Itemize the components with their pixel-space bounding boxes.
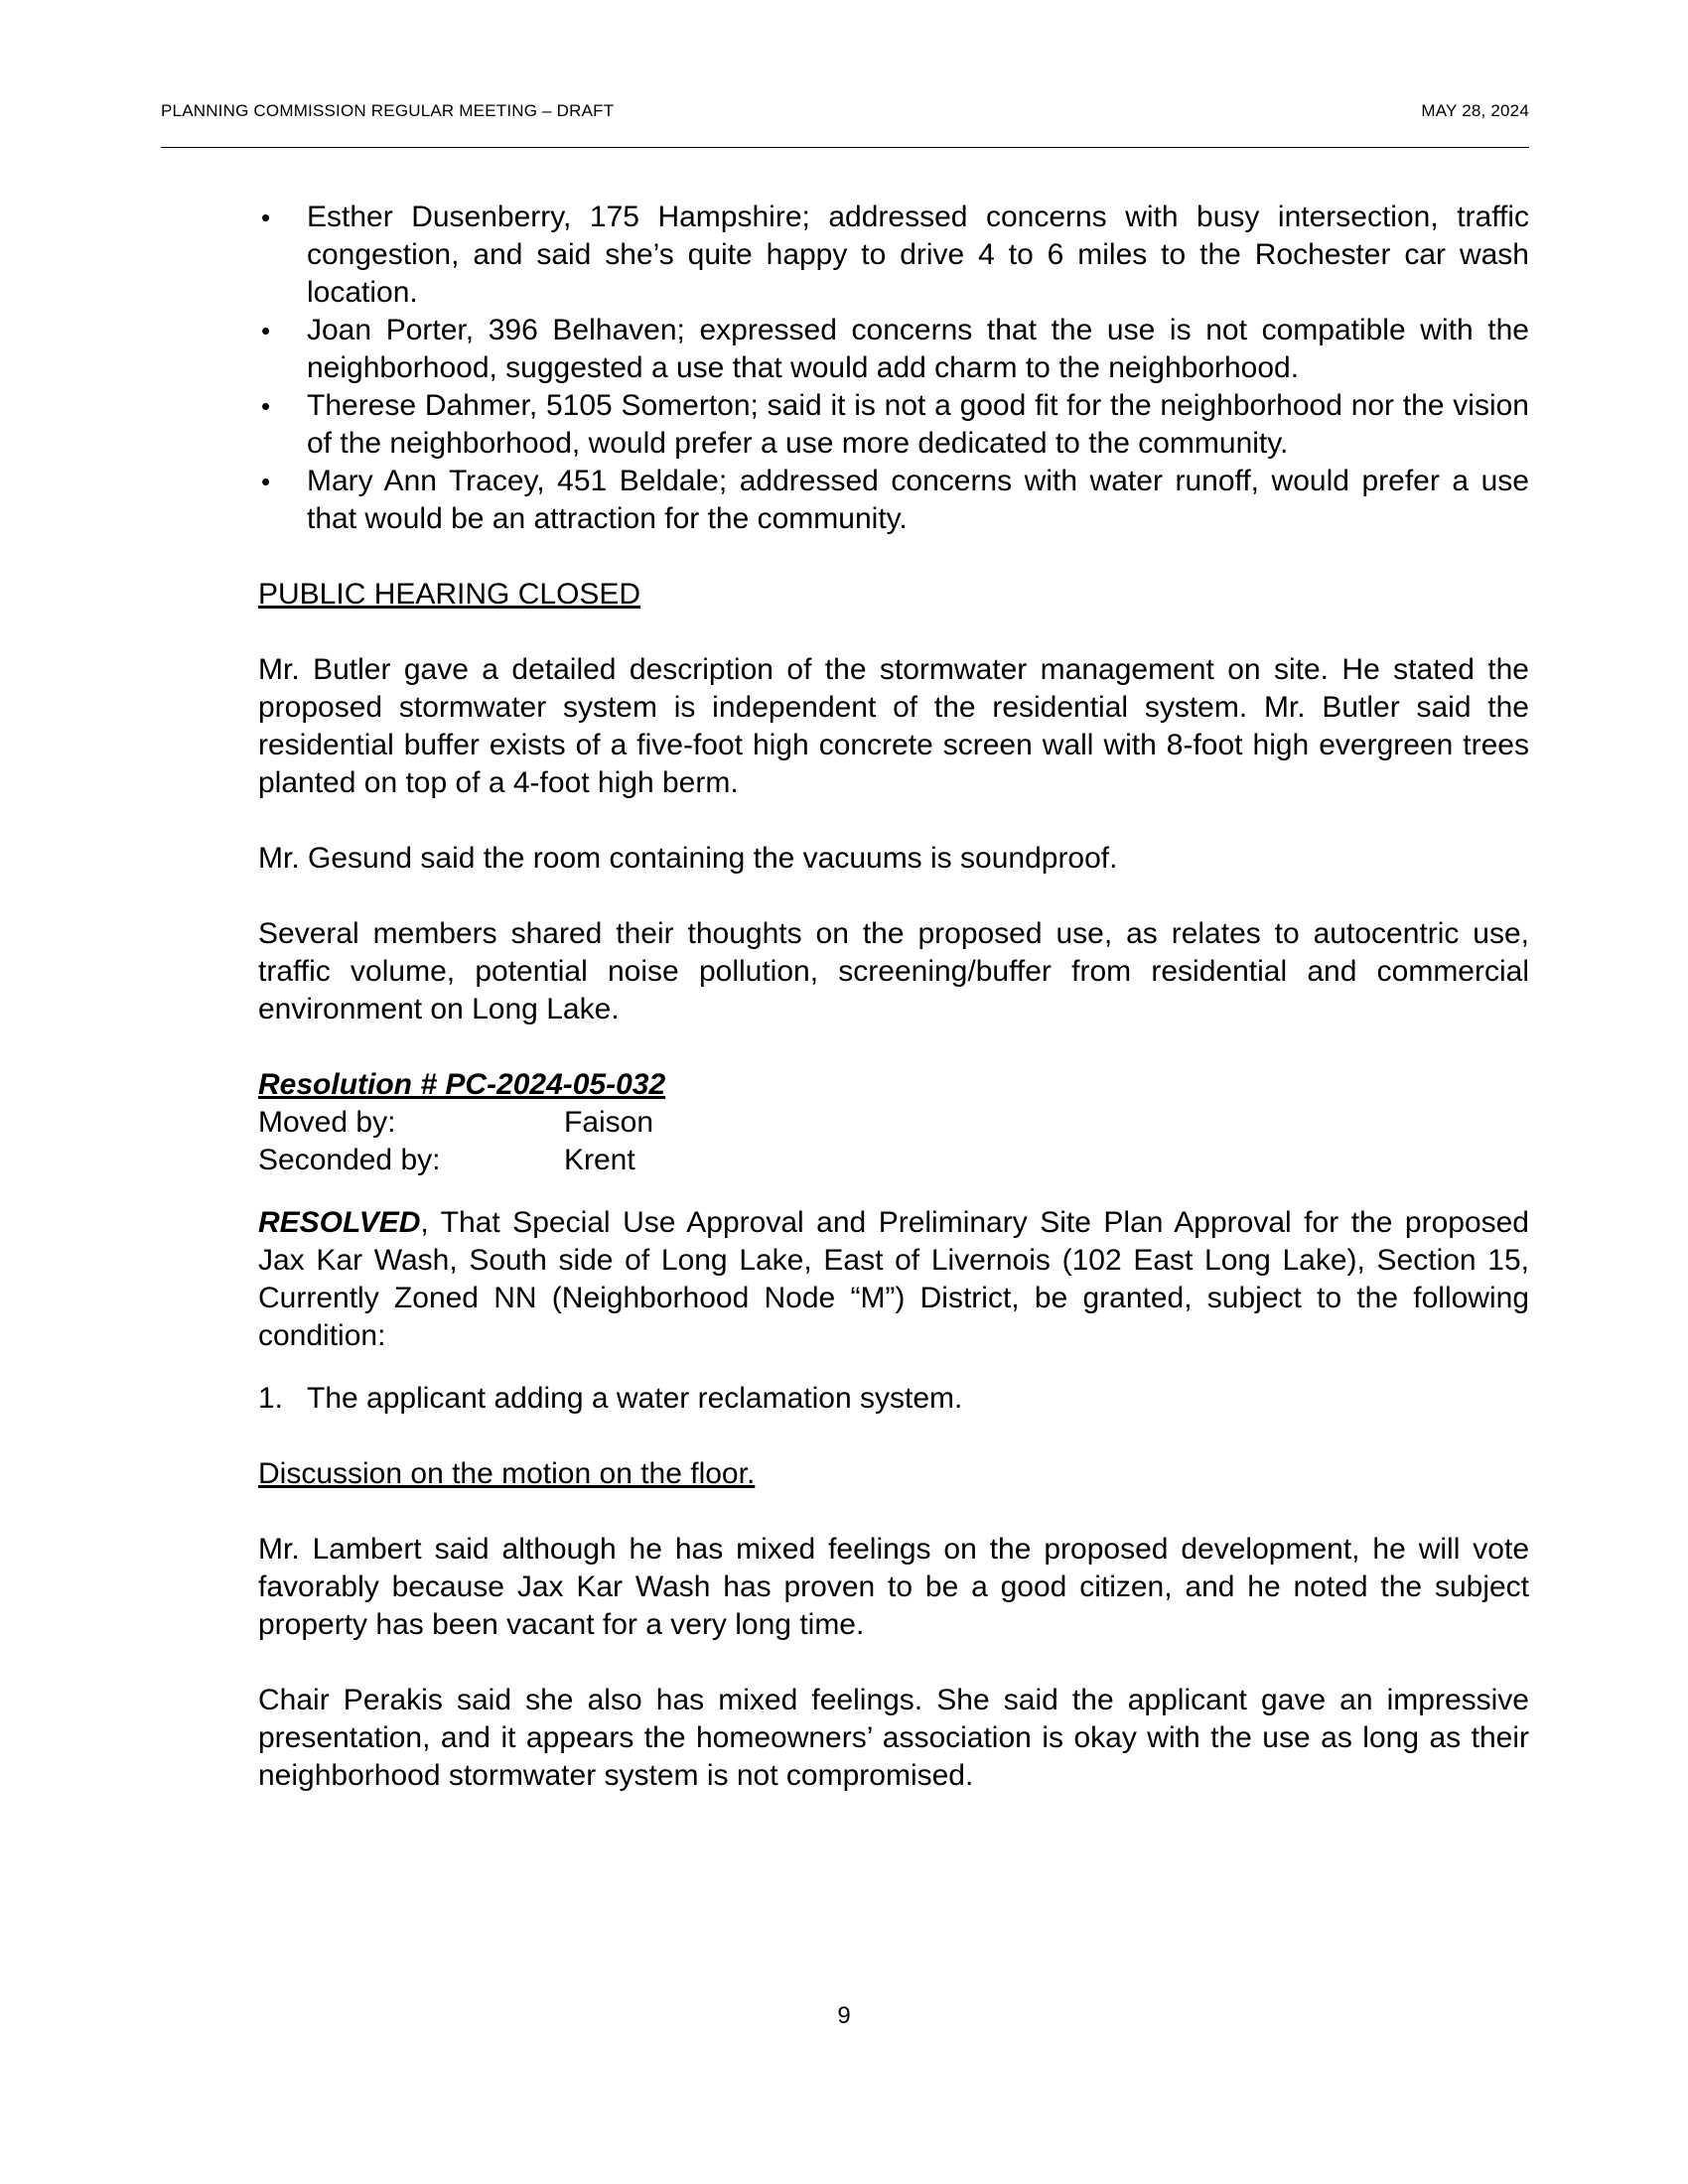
- members-paragraph: Several members shared their thoughts on the proposed use, as relates to autocentric use, traffic volume, potential noise pollution, screening/buffer from residential and commercial environment on Long Lake.: [258, 917, 1529, 1025]
- meeting-date: MAY 28, 2024: [1421, 101, 1529, 120]
- seconded-by-value: Krent: [564, 1144, 635, 1176]
- moved-by-label: Moved by:: [258, 1106, 396, 1139]
- list-item: [258, 463, 1529, 538]
- resolved-paragraph: [258, 1204, 1529, 1355]
- moved-by-row: [258, 1104, 1529, 1142]
- resolved-text: , That Special Use Approval and Preliminary Site Plan Approval for the proposed Jax Kar Wash, South side of Long Lake, East of Livernois (102 East Long Lake), Section 15, Currently Zoned NN (Neighborhood Node “M”) District, be granted, subject to the following condition:: [258, 1206, 1529, 1352]
- list-item: [258, 312, 1529, 387]
- list-item: [258, 387, 1529, 463]
- seconded-by-row: [258, 1142, 1529, 1179]
- moved-by-value: Faison: [564, 1106, 654, 1139]
- list-item: [258, 199, 1529, 312]
- comment-text: Mary Ann Tracey, 451 Beldale; addressed concerns with water runoff, would prefer a use that would be an attraction for the community.: [307, 465, 1529, 535]
- condition-item: [258, 1380, 1529, 1418]
- bullet-icon: •: [261, 467, 271, 496]
- discussion-heading: Discussion on the motion on the floor.: [258, 1457, 756, 1490]
- meeting-title: PLANNING COMMISSION REGULAR MEETING – DRAFT: [161, 101, 615, 120]
- resolved-keyword: RESOLVED: [258, 1206, 421, 1239]
- page-header: [161, 101, 1529, 131]
- comment-text: Esther Dusenberry, 175 Hampshire; addressed concerns with busy intersection, traffic congestion, and said she’s quite happy to drive 4 to 6 miles to the Rochester car wash location.: [307, 201, 1529, 309]
- butler-paragraph: Mr. Butler gave a detailed description of the stormwater management on site. He stated the proposed stormwater system is independent of the residential system. Mr. Butler said the residential buffer exists of a five-foot high concrete screen wall with 8-foot high evergreen trees planted on top of a 4-foot high berm.: [258, 653, 1529, 799]
- comment-text: Joan Porter, 396 Belhaven; expressed concerns that the use is not compatible with the neighborhood, suggested a use that would add charm to the neighborhood.: [307, 314, 1529, 384]
- seconded-by-label: Seconded by:: [258, 1144, 441, 1176]
- comment-text: Therese Dahmer, 5105 Somerton; said it is not a good fit for the neighborhood nor the vision of the neighborhood, would prefer a use more dedicated to the community.: [307, 389, 1529, 460]
- document-body: [258, 199, 1529, 1795]
- bullet-icon: •: [261, 203, 271, 232]
- perakis-paragraph: Chair Perakis said she also has mixed feelings. She said the applicant gave an impressive presentation, and it appears the homeowners’ association is okay with the use as long as their neighborhood stormwater system is not compromised.: [258, 1684, 1529, 1792]
- public-hearing-closed-heading: PUBLIC HEARING CLOSED: [258, 578, 641, 611]
- page-number: 9: [837, 2002, 851, 2029]
- condition-text: The applicant adding a water reclamation system.: [307, 1382, 963, 1415]
- bullet-icon: •: [261, 391, 271, 421]
- lambert-paragraph: Mr. Lambert said although he has mixed feelings on the proposed development, he will vote favorably because Jax Kar Wash has proven to be a good citizen, and he noted the subject property has been vacant for a very long time.: [258, 1533, 1529, 1641]
- gesund-paragraph: Mr. Gesund said the room containing the vacuums is soundproof.: [258, 842, 1118, 875]
- bullet-icon: •: [261, 316, 271, 345]
- resolution-title: Resolution # PC-2024-05-032: [258, 1068, 666, 1101]
- condition-number: 1.: [258, 1382, 284, 1415]
- header-divider: [161, 147, 1529, 148]
- public-comment-list: [258, 199, 1529, 538]
